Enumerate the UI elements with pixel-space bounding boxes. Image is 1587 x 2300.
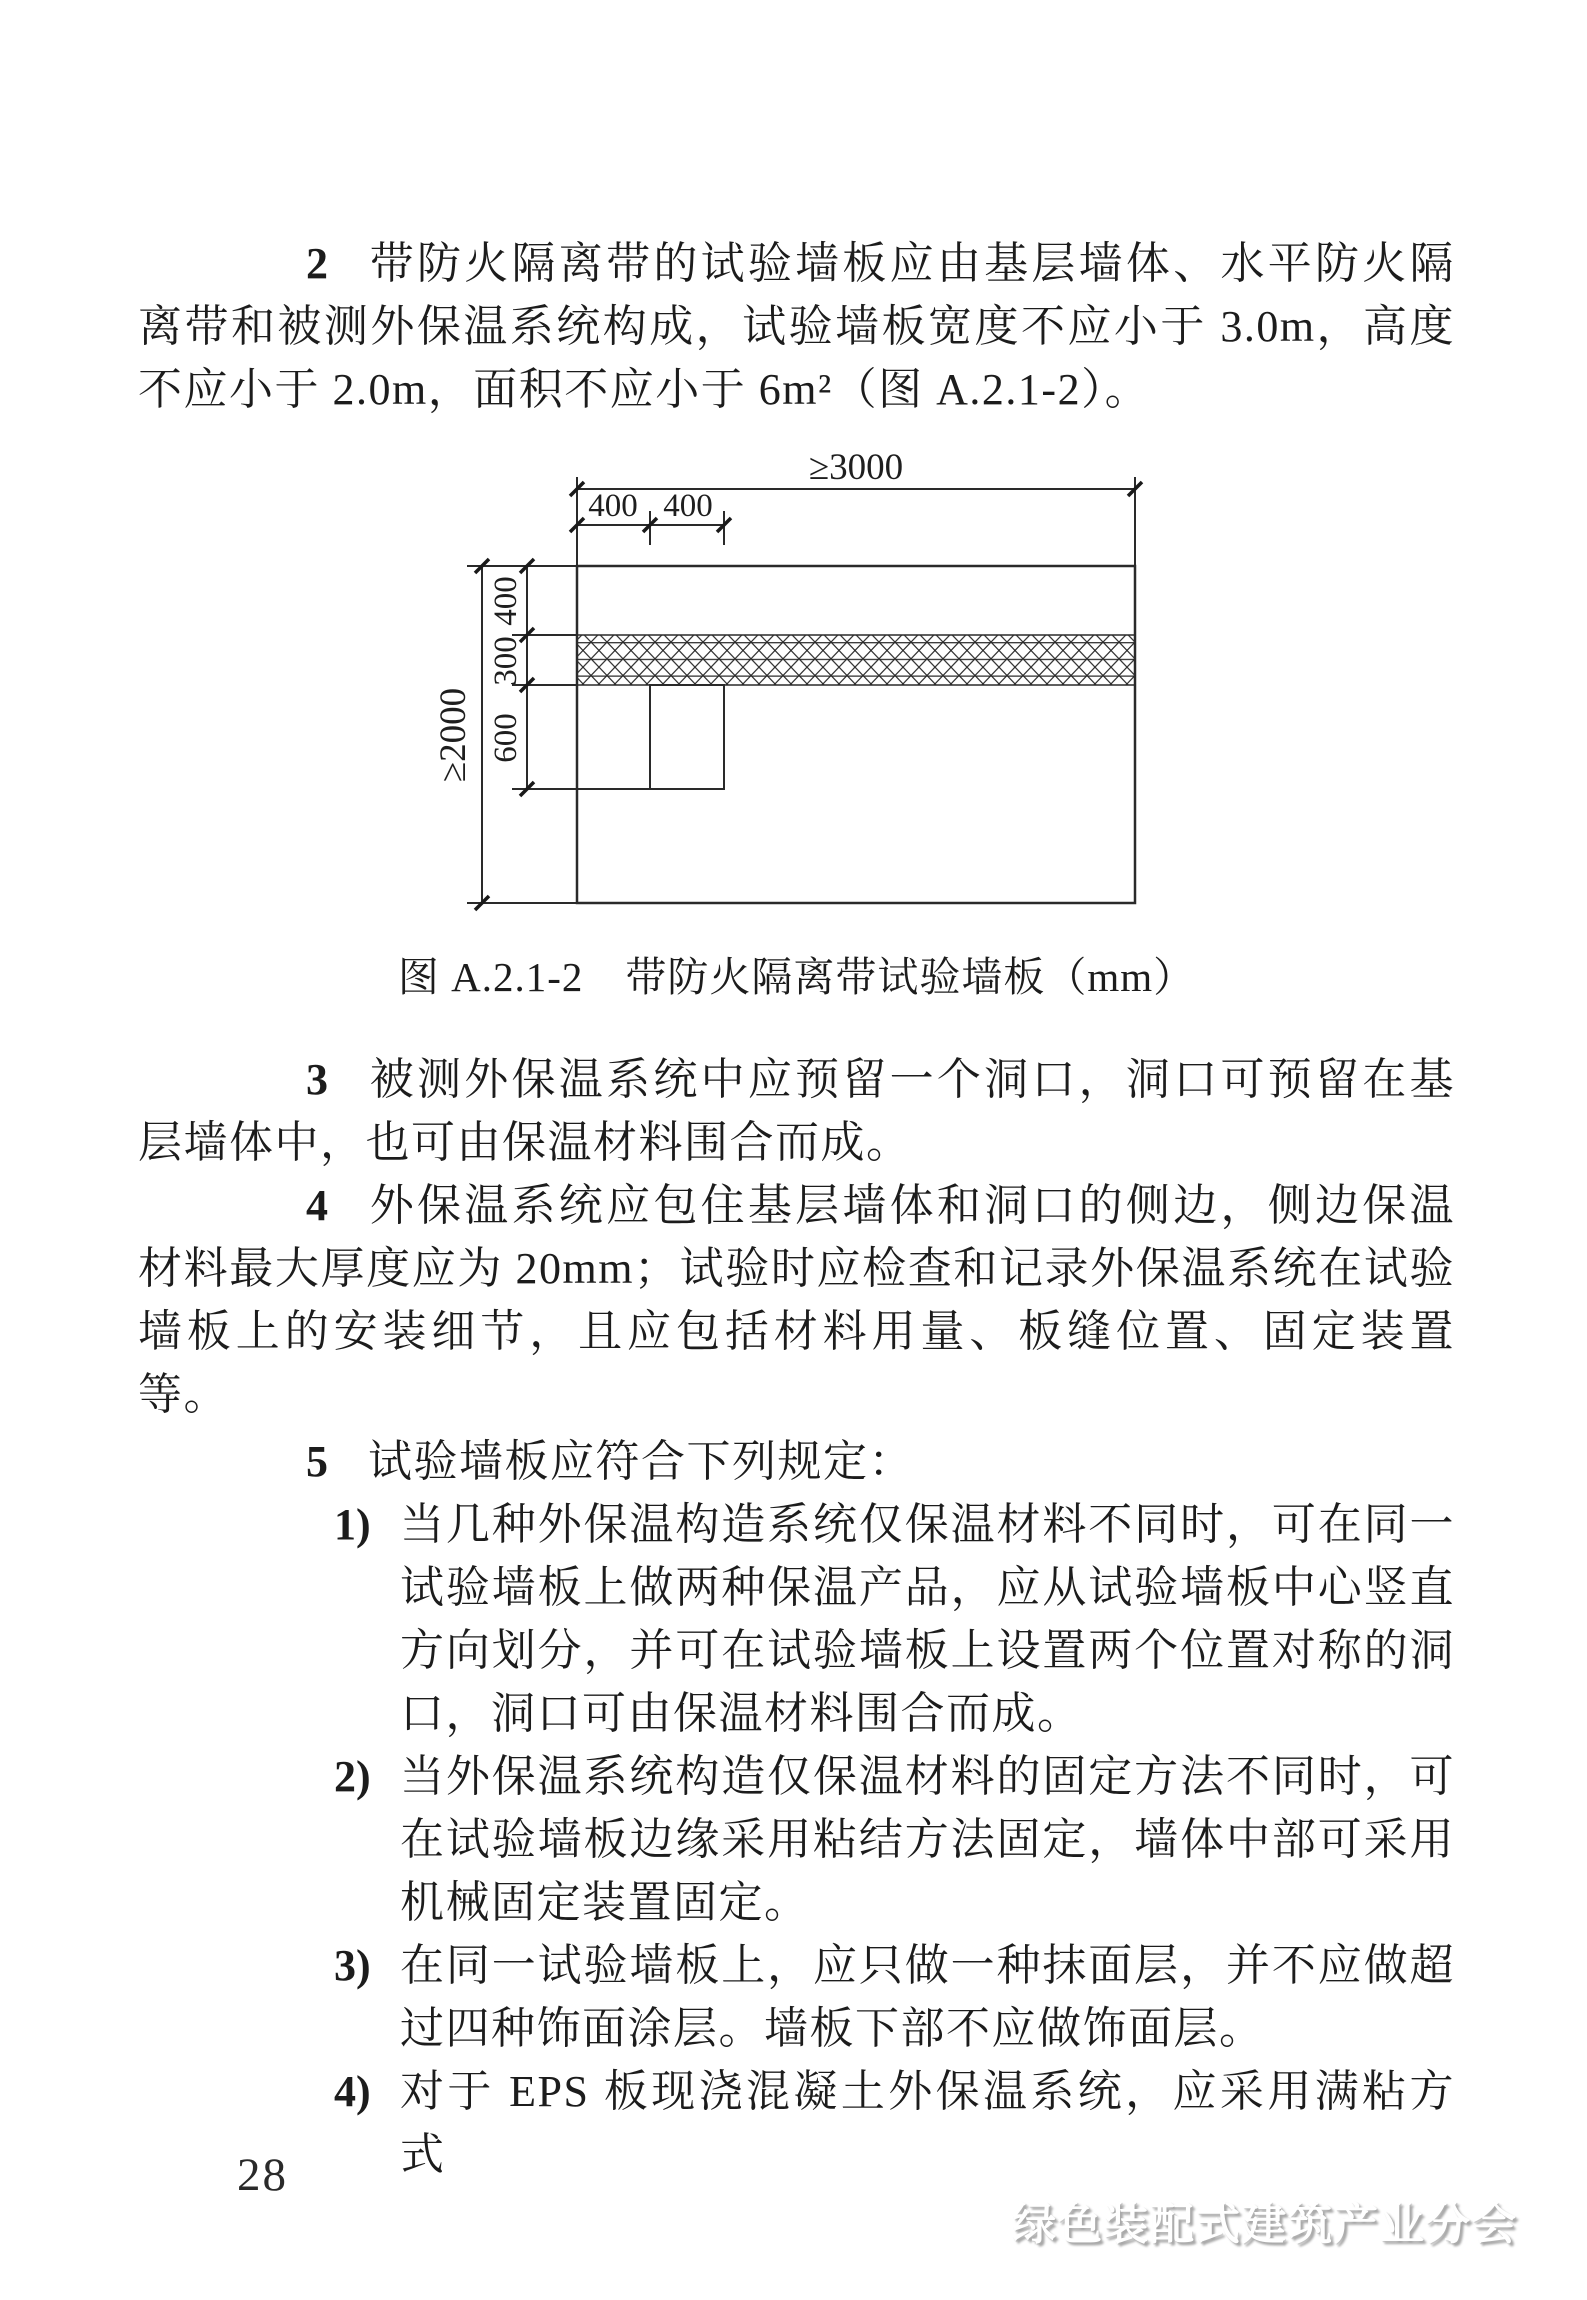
fire-barrier-hatched-band — [577, 635, 1135, 685]
paragraph-4-text: 外保温系统应包住基层墙体和洞口的侧边，侧边保温材料最大厚度应为 20mm；试验时应检查和记录外保温系统在试验墙板上的安装细节，且应包括材料用量、板缝位置、固定装置等。 — [138, 1181, 1455, 1419]
paragraph-4 — [138, 1174, 1455, 1426]
paragraph-4-number: 4 — [306, 1181, 328, 1230]
list-item-4-text: 对于 EPS 板现浇混凝土外保温系统，应采用满粘方式 — [400, 2067, 1455, 2179]
watermark-text: 绿色装配式建筑产业分会 — [1012, 2200, 1518, 2249]
list-item-3-marker: 3) — [334, 1941, 371, 1990]
list-item-1-text: 当几种外保温构造系统仅保温材料不同时，可在同一试验墙板上做两种保温产品，应从试验墙板中心竖直方向划分，并可在试验墙板上设置两个位置对称的洞口，洞口可由保温材料围合而成。 — [400, 1500, 1455, 1738]
dim-total-width: ≥3000 — [808, 447, 904, 488]
paragraph-2-number: 2 — [306, 239, 328, 288]
test-wall-panel-diagram — [415, 425, 1195, 925]
paragraph-3-text: 被测外保温系统中应预留一个洞口，洞口可预留在基层墙体中，也可由保温材料围合而成。 — [138, 1055, 1455, 1167]
numbered-sublist — [138, 1493, 1455, 2186]
paragraph-3-number: 3 — [306, 1055, 328, 1104]
paragraph-2-text: 带防火隔离带的试验墙板应由基层墙体、水平防火隔离带和被测外保温系统构成，试验墙板宽度不应小于 3.0m，高度不应小于 2.0m，面积不应小于 6m²（图 A.2.1-2）。 — [138, 239, 1455, 414]
dim-400-a: 400 — [588, 488, 638, 524]
dim-h400: 400 — [488, 576, 524, 626]
list-item-4 — [138, 2060, 1455, 2186]
list-item-4-marker: 4) — [334, 2067, 371, 2116]
list-item-2-text: 当外保温系统构造仅保温材料的固定方法不同时，可在试验墙板边缘采用粘结方法固定，墙体中部可采用机械固定装置固定。 — [400, 1752, 1455, 1927]
paragraph-5-number: 5 — [306, 1437, 328, 1486]
dimension-ticks — [475, 482, 1142, 910]
dim-h600: 600 — [488, 713, 524, 763]
list-item-1-marker: 1) — [334, 1500, 371, 1549]
paragraph-5-text: 试验墙板应符合下列规定： — [368, 1437, 914, 1486]
figure-caption: 图 A.2.1-2 带防火隔离带试验墙板（mm） — [397, 954, 1196, 1000]
page-number: 28 — [237, 2149, 288, 2201]
paragraph-3 — [138, 1048, 1455, 1174]
list-item-2-marker: 2) — [334, 1752, 371, 1801]
paragraph-2 — [138, 232, 1455, 421]
wall-opening — [650, 685, 724, 789]
list-item-3 — [138, 1934, 1455, 2060]
footer-watermark — [1002, 2188, 1518, 2252]
paragraph-5 — [138, 1430, 1455, 1493]
dim-h300: 300 — [488, 636, 524, 686]
list-item-1 — [138, 1493, 1455, 1745]
dim-400-b: 400 — [663, 488, 713, 524]
dim-total-height: ≥2000 — [433, 687, 474, 783]
list-item-2 — [138, 1745, 1455, 1934]
list-item-3-text: 在同一试验墙板上，应只做一种抹面层，并不应做超过四种饰面涂层。墙板下部不应做饰面层。 — [400, 1941, 1455, 2053]
dimension-lines — [467, 477, 1135, 903]
